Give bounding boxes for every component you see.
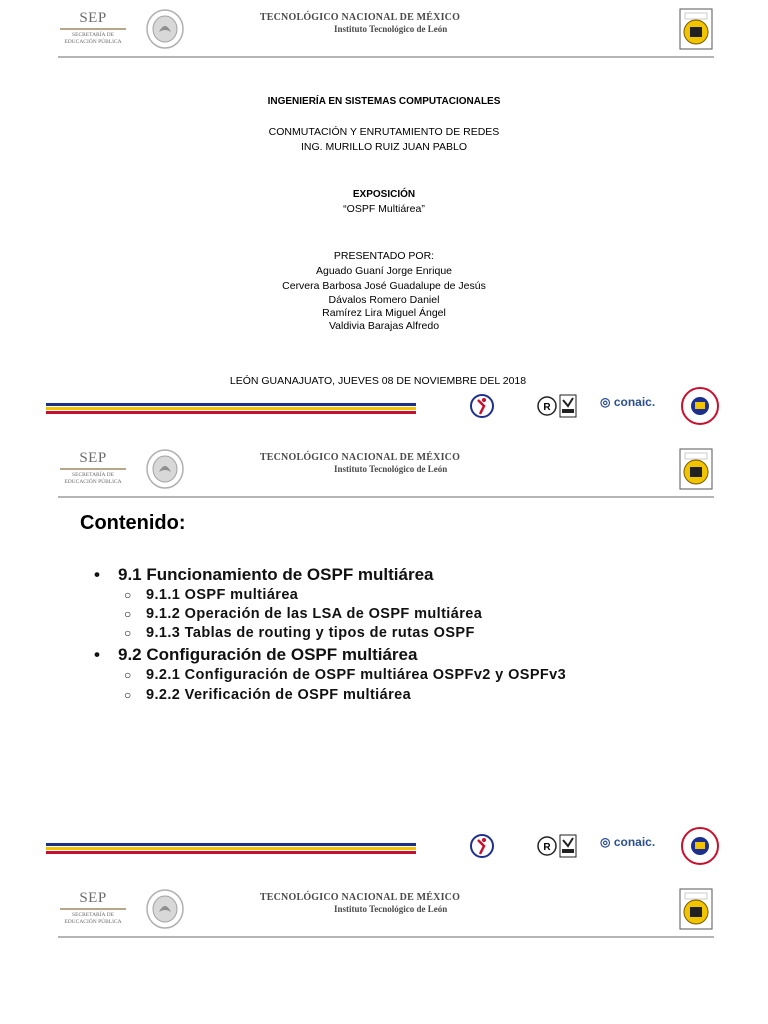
page1-header [0,0,768,60]
circle-bullet-icon: ○ [124,688,132,702]
teacher-name: ING. MURILLO RUIZ JUAN PABLO [300,141,468,153]
conaic-icon: ◎ [600,835,611,849]
header-rule [58,936,714,938]
subsection-label: 9.1.3 Tablas de routing y tipos de rutas OSPF [146,625,475,641]
section-label: 9.1 Funcionamiento de OSPF multiárea [118,565,434,584]
institution-subtitle: Instituto Tecnológico de León [334,904,448,914]
institution-subtitle: Instituto Tecnológico de León [334,464,448,474]
institution-title: TECNOLÓGICO NACIONAL DE MÉXICO [259,12,461,23]
footer-stripe-blue [46,843,416,846]
page2-footer [0,826,768,866]
circle-bullet-icon: ○ [124,668,132,682]
itl-logo-icon [679,448,713,490]
mexico-seal-icon [145,888,185,930]
activity-label: EXPOSICIÓN [352,189,416,200]
conaic-label: conaic [613,395,652,409]
member-name: Aguado Guaní Jorge Enrique [315,265,452,277]
subsection-label: 9.2.1 Configuración de OSPF multiárea OSPFv2 y OSPFv3 [146,667,567,683]
mexico-seal-icon [145,8,185,50]
sports-logo-icon [470,392,494,420]
department-logo-icon [680,826,720,866]
sep-logo [58,450,128,485]
footer-stripe-red [46,851,416,854]
presented-by-label: PRESENTADO POR: [333,250,435,262]
subsection-item [124,667,566,683]
conaic-label: conaic [613,835,652,849]
sep-logo-sub1: SECRETARÍA DE [72,472,114,478]
sep-logo-text: SEP [79,890,107,906]
subsection-item [124,606,482,622]
sep-logo-text: SEP [79,10,107,26]
topic-title: “OSPF Multiárea” [343,203,425,215]
sep-logo-text: SEP [79,450,107,466]
subsection-item [124,587,298,603]
course-name: CONMUTACIÓN Y ENRUTAMIENTO DE REDES [268,126,500,138]
subsection-label: 9.2.2 Verificación de OSPF multiárea [146,687,412,703]
sep-logo [58,890,128,925]
page2-header [0,440,768,500]
section-item [94,565,434,585]
subsection-label: 9.1.2 Operación de las LSA de OSPF multiárea [146,606,483,622]
subsection-item [124,687,411,703]
subsection-item [124,625,475,641]
career-name: INGENIERÍA EN SISTEMAS COMPUTACIONALES [267,96,501,107]
page1-footer [0,386,768,426]
institution-title: TECNOLÓGICO NACIONAL DE MÉXICO [259,892,461,903]
member-name: Ramírez Lira Miguel Ángel [322,307,446,319]
svg-text:R: R [543,402,551,413]
sep-logo-sub2: EDUCACIÓN PÚBLICA [64,918,122,925]
sep-logo-sub2: EDUCACIÓN PÚBLICA [64,38,122,45]
footer-stripe-blue [46,403,416,406]
circle-bullet-icon: ○ [124,588,132,602]
member-name: Valdivia Barajas Alfredo [328,320,440,332]
sep-logo-sub1: SECRETARÍA DE [72,912,114,918]
mexico-seal-icon [145,448,185,490]
sep-logo [58,10,128,45]
institution-title: TECNOLÓGICO NACIONAL DE MÉXICO [259,452,461,463]
bullet-icon: • [94,645,100,664]
footer-stripe-yellow [46,407,416,410]
conaic-logo: ◎ conaic. [600,395,656,409]
bullet-icon: • [94,565,100,584]
member-name: Cervera Barbosa José Guadalupe de Jesús [282,280,486,292]
footer-stripe-yellow [46,847,416,850]
institution-subtitle: Instituto Tecnológico de León [334,24,448,34]
conaic-icon: ◎ [600,395,611,409]
circle-bullet-icon: ○ [124,607,132,621]
department-logo-icon [680,386,720,426]
subsection-label: 9.1.1 OSPF multiárea [146,587,299,603]
header-rule [58,496,714,498]
iso-certification-icon [536,392,580,420]
sep-logo-sub1: SECRETARÍA DE [72,32,114,38]
section-label: 9.2 Configuración de OSPF multiárea [118,645,418,664]
itl-logo-icon [679,888,713,930]
circle-bullet-icon: ○ [124,626,132,640]
header-rule [58,56,714,58]
contents-title: Contenido: [80,512,186,534]
place-date: LEÓN GUANAJUATO, JUEVES 08 DE NOVIEMBRE DEL 2018 [229,375,527,387]
sep-logo-sub2: EDUCACIÓN PÚBLICA [64,478,122,485]
itl-logo-icon [679,8,713,50]
sports-logo-icon [470,832,494,860]
section-item [94,645,417,665]
member-name: Dávalos Romero Daniel [328,294,440,306]
footer-stripe-red [46,411,416,414]
page3-header [0,880,768,940]
conaic-logo: ◎ conaic. [600,835,656,849]
iso-certification-icon [536,832,580,860]
svg-text:R: R [543,842,551,853]
